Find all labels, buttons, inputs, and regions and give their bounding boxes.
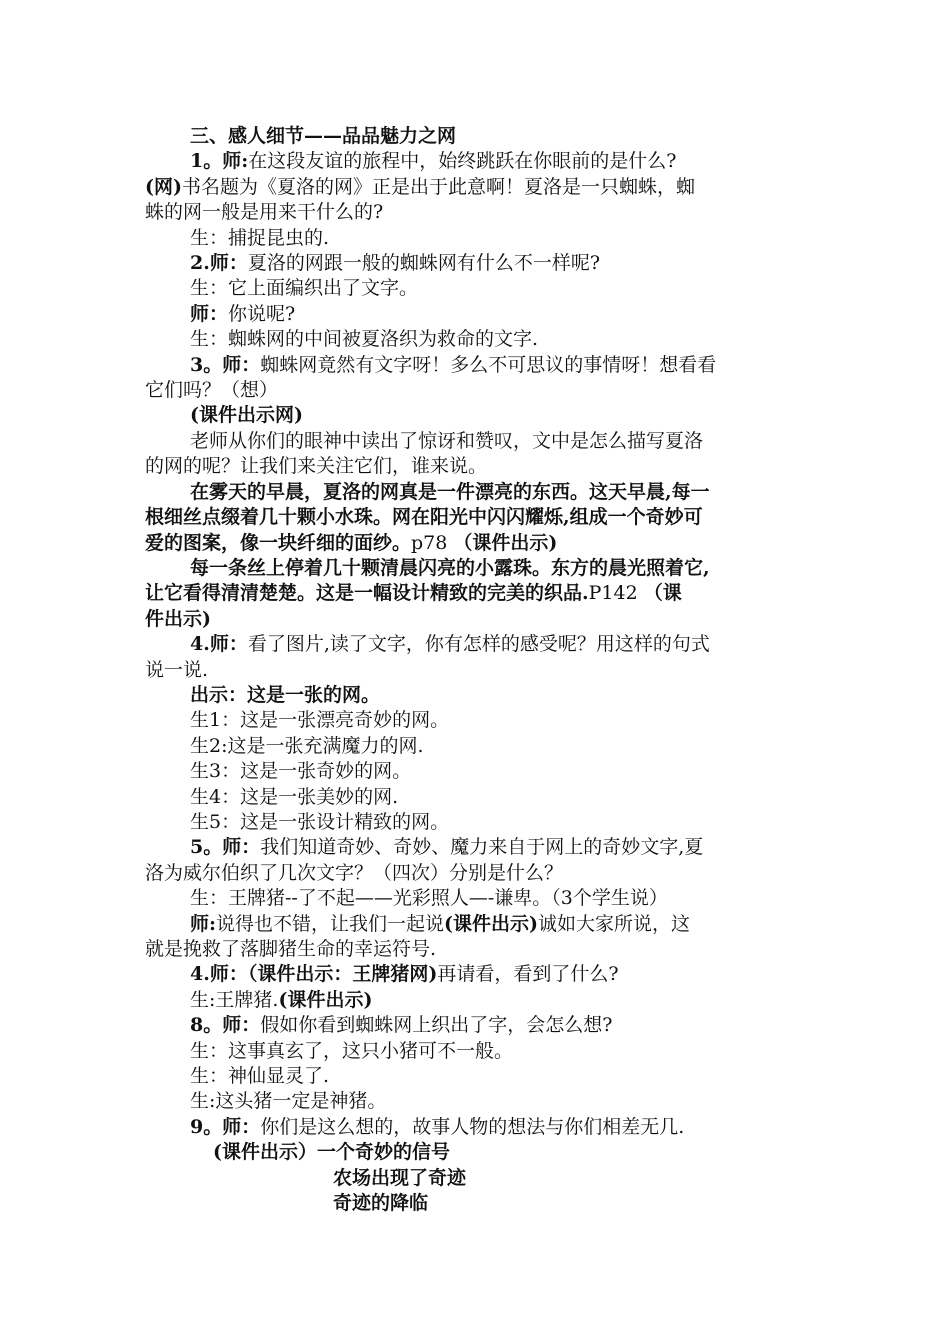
text-line [145,226,810,251]
text-line [145,378,810,403]
text-line [145,1039,810,1064]
text-run: 师: [190,912,217,935]
text-run: 的网的呢？让我们来关注它们，谁来说。 [145,455,488,478]
text-line [145,251,810,276]
text-line [145,505,810,530]
text-line [145,1089,810,1114]
text-line [145,683,810,708]
text-line [145,403,810,428]
text-line [145,276,810,301]
text-run: 蛛的网一般是用来干什么的? [145,201,384,224]
text-line [145,454,810,479]
text-line [145,353,810,378]
text-run: 生1：这是一张漂亮奇妙的网。 [190,709,450,732]
text-run: 老师从你们的眼神中读出了惊讶和赞叹，文中是怎么描写夏洛 [190,429,704,452]
text-line [145,861,810,886]
text-run: 生：它上面编织出了文字。 [190,277,419,300]
text-run: p78 [411,531,454,554]
text-run: (课件出示网) [190,404,303,427]
text-line [145,886,810,911]
text-run: 夏洛的网跟一般的蜘蛛网有什么不一样呢? [247,252,601,275]
text-run: (课件出示) [278,988,373,1011]
text-line [145,149,810,174]
text-run: 三、感人细节——品品魅力之网 [190,125,457,147]
text-line [145,1013,810,1038]
text-run: 5。师： [190,836,261,859]
text-run: 诚如大家所说，这 [538,912,691,935]
text-line [145,429,810,454]
text-line [145,1115,810,1140]
text-run: 4.师： [190,633,248,656]
text-run: 9。师： [190,1115,261,1138]
text-line [145,835,810,860]
text-run: 书名题为《夏洛的网》正是出于此意啊！夏洛是一只蜘蛛，蜘 [181,175,695,198]
text-run: 再请看，看到了什么? [437,963,619,986]
text-run: 师： [190,302,229,325]
text-run: 根细丝点缀着几十颗小水珠。网在阳光中闪闪耀烁,组成一个奇妙可 [145,506,703,529]
text-run: 生：神仙显灵了. [190,1065,330,1088]
text-line [145,937,810,962]
text-run: 生4：这是一张美妙的网. [190,785,399,808]
text-run: 让它看得清清楚楚。这是一幅设计精致的完美的织品. [145,582,589,605]
text-line [145,124,810,149]
text-run: 在这段友谊的旅程中，始终跳跃在你眼前的是什么? [248,150,677,173]
text-run: 它们吗？（想） [145,379,279,402]
text-run: 生:这头猪一定是神猪。 [190,1090,387,1113]
text-run: (课件出示）一个奇妙的信号 [213,1141,450,1164]
text-line [145,327,810,352]
text-run: 1。师: [190,150,249,173]
text-run: 蜘蛛网竟然有文字呀！多么不可思议的事情呀！想看看 [260,353,717,376]
text-run: (网) [145,175,182,198]
text-run: 说得也不错，让我们一起说 [216,912,445,935]
text-run: 出示：这是一张的网。 [190,683,381,706]
text-line [145,962,810,987]
document-body [145,124,810,1216]
text-run: 你们是这么想的，故事人物的想法与你们相差无几. [260,1115,685,1138]
text-run: 在雾天的早晨，夏洛的网真是一件漂亮的东西。这天早晨,每一 [190,480,710,503]
text-run: 生：捕捉昆虫的. [190,226,330,249]
text-run: 4.师：（课件出示：王牌猪网) [190,963,438,986]
text-run: 生：这事真玄了，这只小猪可不一般。 [190,1039,514,1062]
text-line [145,200,810,225]
text-run: 2.师： [190,252,248,275]
text-run: 每一条丝上停着几十颗清晨闪亮的小露珠。东方的晨光照着它, [190,556,710,579]
text-run: P142 [588,582,644,605]
text-line [145,1166,810,1191]
text-line [145,632,810,657]
text-run: 农场出现了奇迹 [333,1166,467,1189]
text-line [145,912,810,937]
text-line [145,734,810,759]
text-line [145,1191,810,1216]
text-line [145,785,810,810]
text-run: 我们知道奇妙、奇妙、魔力来自于网上的奇妙文字,夏 [260,836,704,859]
text-line [145,480,810,505]
text-line [145,759,810,784]
text-line [145,1140,810,1165]
text-run: 8。师： [190,1014,261,1037]
text-run: 洛为威尔伯织了几次文字？（四次）分别是什么？ [145,861,564,884]
text-line [145,581,810,606]
text-line [145,988,810,1013]
text-run: 爱的图案，像一块纤细的面纱。 [145,531,412,554]
text-line [145,658,810,683]
text-run: 说一说. [145,658,209,681]
text-run: 3。师： [190,353,261,376]
text-line [145,607,810,632]
text-run: （课件出示) [453,531,558,554]
text-line [145,175,810,200]
text-line [145,810,810,835]
text-run: 就是挽救了落脚猪生命的幸运符号. [145,938,437,960]
text-line [145,1064,810,1089]
text-run: 生:王牌猪. [190,988,279,1011]
text-run: （课 [643,582,682,605]
text-line [145,556,810,581]
text-run: 生2:这是一张充满魔力的网. [190,734,424,757]
text-run: 生3：这是一张奇妙的网。 [190,760,412,783]
text-line [145,531,810,556]
text-line [145,708,810,733]
text-run: 你说呢? [228,302,296,325]
text-run: 生：王牌猪--了不起——光彩照人—-谦卑。（3个学生说） [190,887,668,910]
text-run: 件出示) [145,607,211,630]
text-run: 奇迹的降临 [333,1192,429,1215]
text-run: 假如你看到蜘蛛网上织出了字，会怎么想? [260,1014,613,1037]
text-run: 生5：这是一张设计精致的网。 [190,810,450,833]
text-run: 生：蜘蛛网的中间被夏洛织为救命的文字. [190,328,539,351]
text-run: (课件出示) [444,912,539,935]
text-line [145,302,810,327]
text-run: 看了图片,读了文字，你有怎样的感受呢？用这样的句式 [247,633,710,656]
